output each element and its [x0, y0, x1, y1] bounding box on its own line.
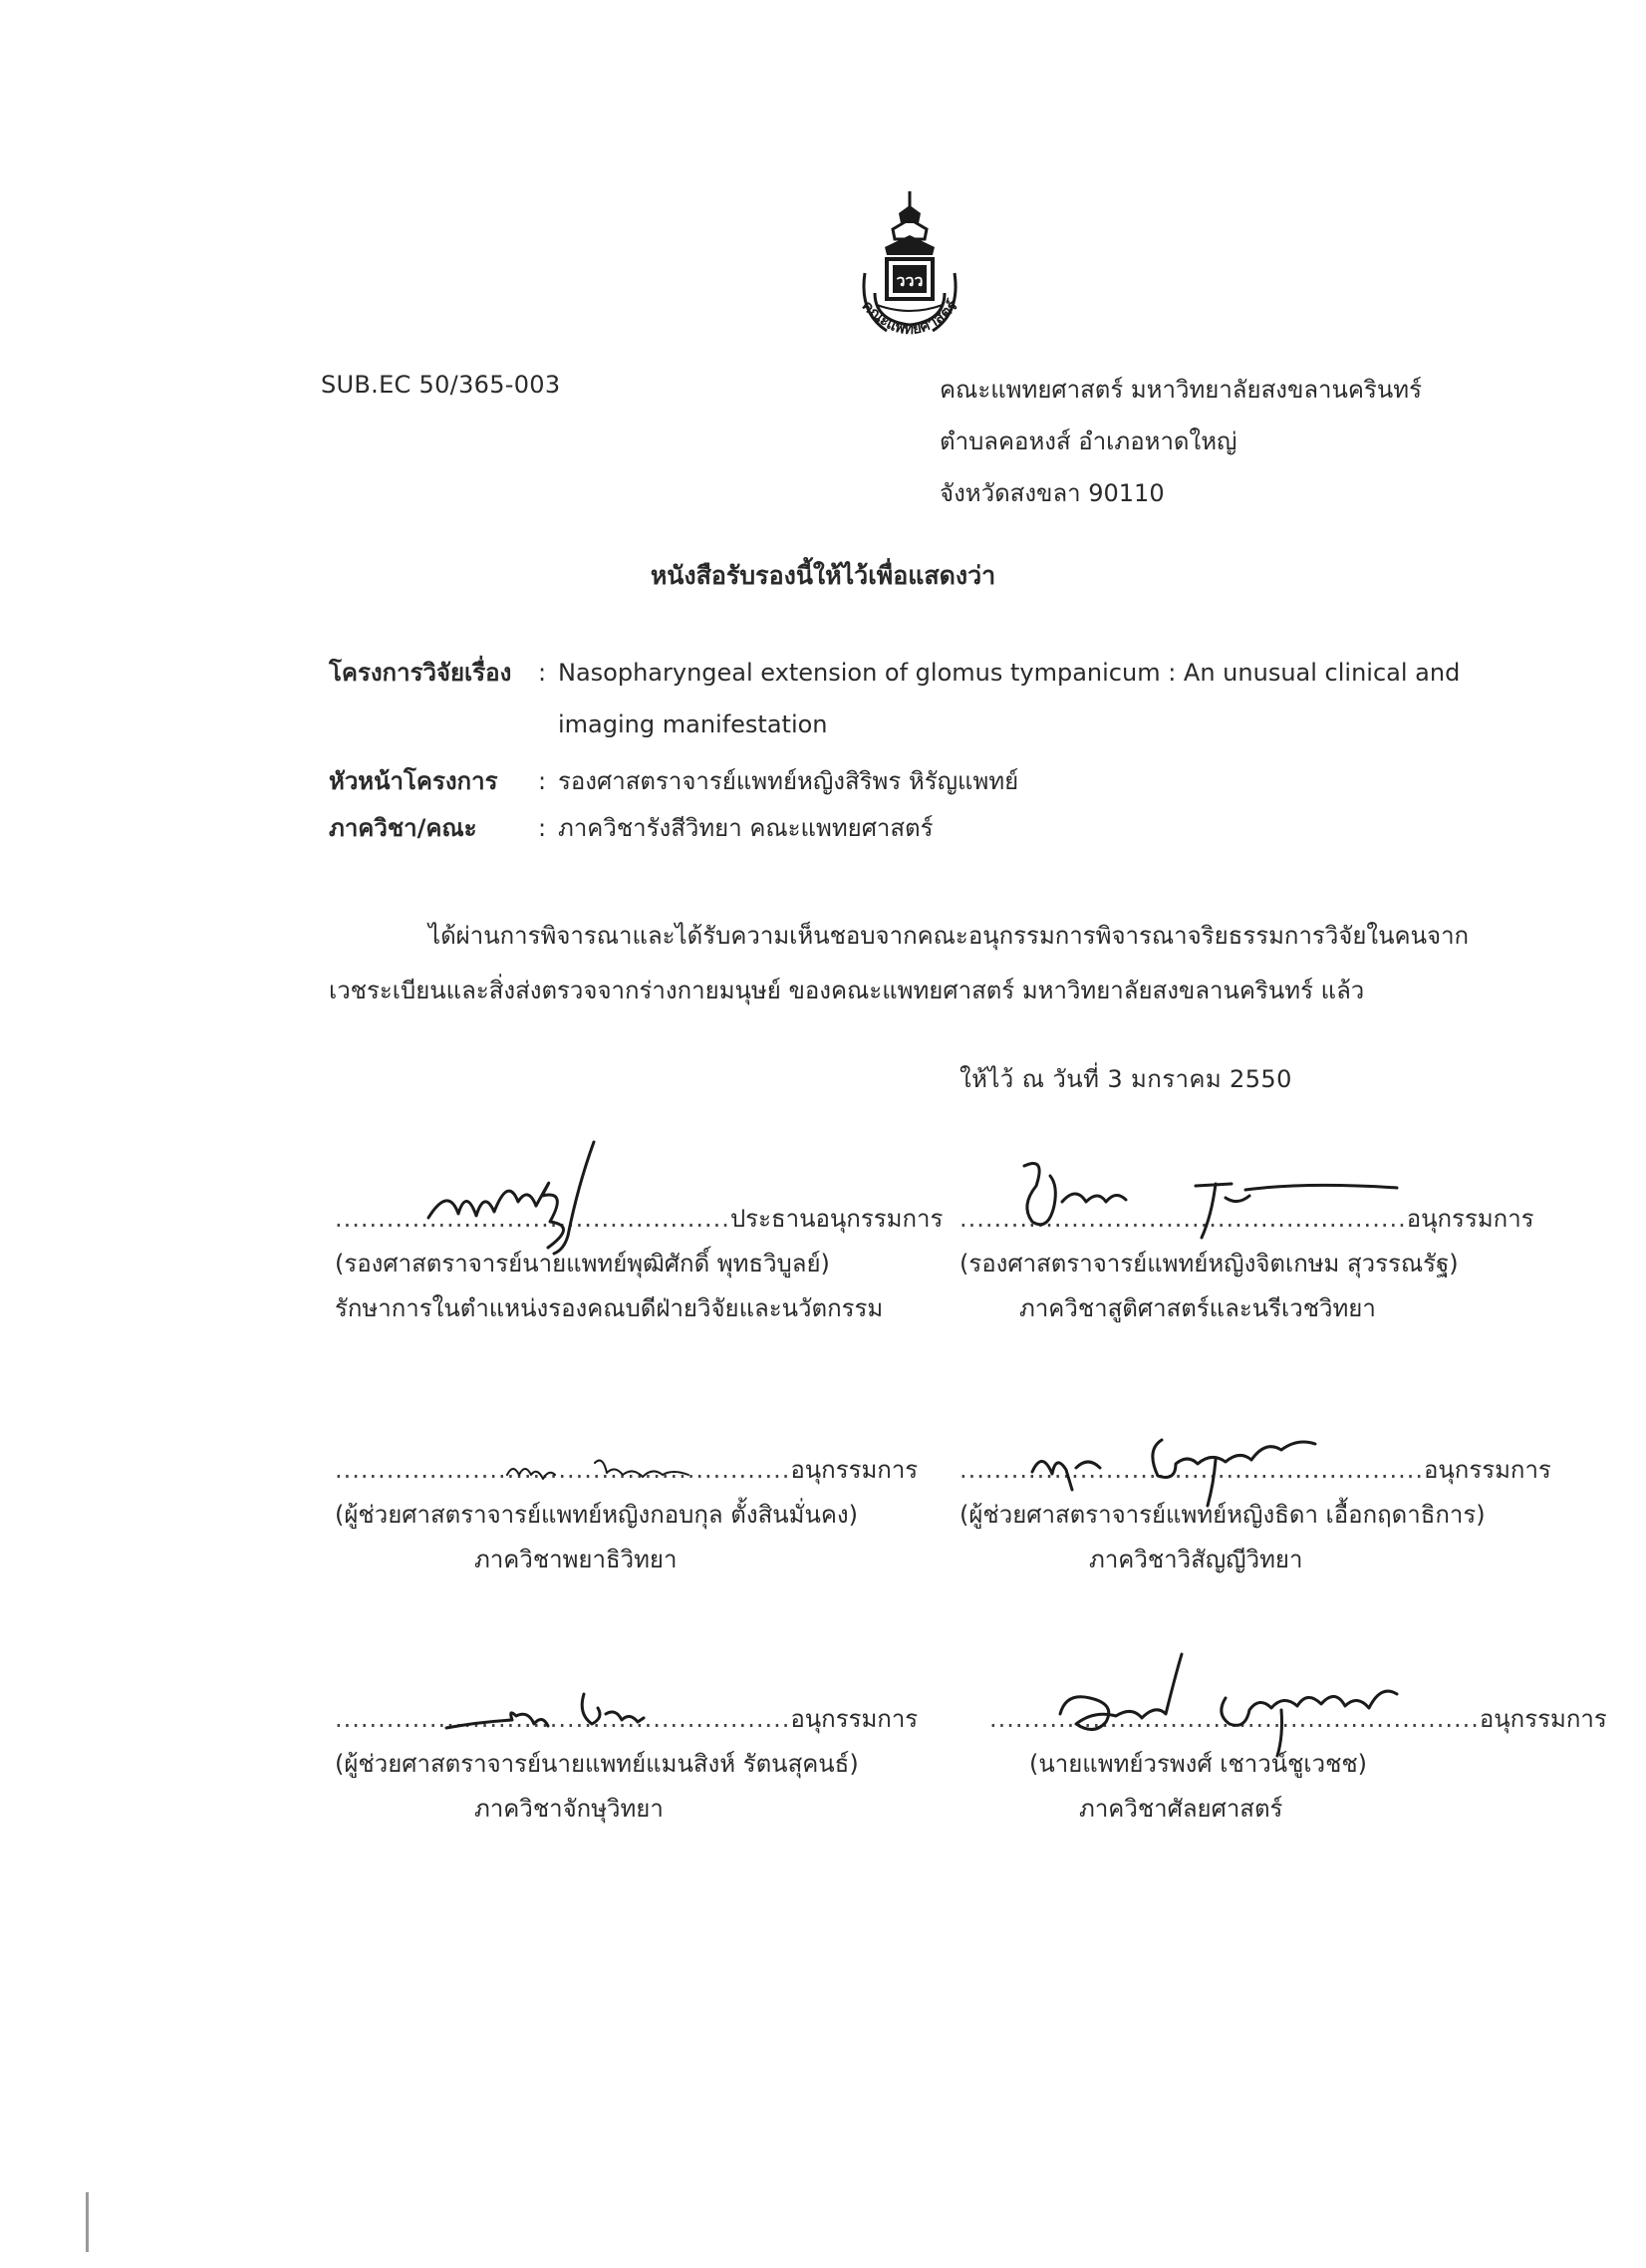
approval-statement: [329, 909, 1514, 1018]
faculty-seal-icon: [835, 189, 984, 349]
signatory-name: (รองศาสตราจารย์แพทย์หญิงจิตเกษม สุวรรณรัฐ): [960, 1250, 1459, 1278]
signature-member-1-image: [1006, 1146, 1405, 1256]
dotted-line: ....................................................: [960, 1205, 1407, 1233]
address-line-province: จังหวัดสงขลา 90110: [940, 479, 1165, 507]
signatory-name: (รองศาสตราจารย์นายแพทย์พุฒิศักดิ์ พุทธวิบูลย์): [335, 1250, 830, 1278]
certificate-heading: หนังสือรับรองนี้ให้ไว้เพื่อแสดงว่า: [650, 561, 996, 590]
signature-member-4-image: [438, 1674, 678, 1754]
signatory-role: อนุกรรมการ: [790, 1456, 919, 1484]
svg-text:คณะแพทยศาสตร์: [858, 296, 961, 338]
project-title-value: Nasopharyngeal extension of glomus tympanicum : An unusual clinical and imaging manifestation: [558, 659, 1461, 738]
signatory-position: ภาควิชาสูติศาสตร์และนรีเวชวิทยา: [1019, 1294, 1376, 1323]
project-leader-value: รองศาสตราจารย์แพทย์หญิงสิริพร หิรัญแพทย์: [558, 767, 1019, 795]
signatory-position: ภาควิชาจักษุวิทยา: [474, 1795, 664, 1824]
scan-edge-mark: [86, 2192, 89, 2252]
project-dept-row: [329, 813, 1554, 844]
project-info: [329, 658, 1554, 860]
signatory-name: (ผู้ช่วยศาสตราจารย์นายแพทย์แมนสิงห์ รัตนสุคนธ์): [335, 1750, 859, 1779]
project-leader-row: [329, 766, 1554, 797]
colon: :: [538, 814, 547, 843]
dotted-line: ..............................................: [335, 1205, 730, 1233]
signatory-role: อนุกรรมการ: [1406, 1205, 1534, 1233]
project-title-label: โครงการวิจัยเรื่อง: [329, 659, 512, 687]
signatory-position: ภาควิชาวิสัญญีวิทยา: [1089, 1546, 1303, 1574]
colon: :: [538, 767, 547, 795]
signature-member-3-image: [1026, 1410, 1345, 1510]
signatory-role: อนุกรรมการ: [1423, 1456, 1551, 1484]
address-block: [940, 364, 1422, 519]
signatory-name: (นายแพทย์วรพงศ์ เชาวน์ชูเวชช): [1029, 1750, 1368, 1779]
statement-line-2: เวชระเบียนและสิ่งส่งตรวจจากร่างกายมนุษย์ ของคณะแพทยศาสตร์ มหาวิทยาลัยสงขลานครินทร์ แล้ว: [329, 977, 1365, 1004]
address-line-faculty: คณะแพทยศาสตร์ มหาวิทยาลัยสงขลานครินทร์: [940, 376, 1422, 404]
project-dept-value: ภาควิชารังสีวิทยา คณะแพทยศาสตร์: [558, 814, 934, 843]
signatory-position: ภาควิชาพยาธิวิทยา: [474, 1546, 678, 1574]
address-line-district: ตำบลคอหงส์ อำเภอหาดใหญ่: [940, 427, 1237, 455]
signatory-name: (ผู้ช่วยศาสตราจารย์แพทย์หญิงกอบกุล ตั้งสินมั่นคง): [335, 1501, 858, 1530]
seal-caption: คณะแพทยศาสตร์: [858, 296, 961, 339]
reference-number: SUB.EC 50/365-003: [321, 371, 561, 399]
project-dept-label: ภาควิชา/คณะ: [329, 814, 477, 843]
svg-text:ววว: ววว: [896, 271, 924, 290]
signatory-position: รักษาการในตำแหน่งรองคณบดีฝ่ายวิจัยและนวัตกรรม: [335, 1294, 884, 1323]
signatory-role: อนุกรรมการ: [790, 1705, 919, 1733]
signatory-role: อนุกรรมการ: [1479, 1705, 1607, 1733]
issue-date: ให้ไว้ ณ วันที่ 3 มกราคม 2550: [960, 1065, 1292, 1093]
signatory-name: (ผู้ช่วยศาสตราจารย์แพทย์หญิงธิดา เอื้อกฤดาธิการ): [960, 1501, 1486, 1530]
statement-line-1: ได้ผ่านการพิจารณาและได้รับความเห็นชอบจากคณะอนุกรรมการพิจารณาจริยธรรมการวิจัยในคนจาก: [428, 922, 1470, 950]
signature-member-2-image: [503, 1445, 702, 1495]
dotted-line: .........................................................: [989, 1705, 1480, 1733]
dotted-line: .....................................................: [335, 1705, 791, 1733]
project-leader-label: หัวหน้าโครงการ: [329, 767, 498, 795]
dotted-line: ......................................................: [960, 1456, 1424, 1484]
dotted-line: .....................................................: [335, 1456, 791, 1484]
signature-member-5-image: [1046, 1644, 1445, 1764]
signatory-role: ประธานอนุกรรมการ: [729, 1205, 944, 1233]
faculty-seal: [835, 189, 984, 349]
project-title-row: [329, 658, 1554, 750]
colon: :: [538, 659, 547, 687]
signature-chair-image: [418, 1126, 638, 1256]
signatory-position: ภาควิชาศัลยศาสตร์: [1079, 1795, 1283, 1824]
